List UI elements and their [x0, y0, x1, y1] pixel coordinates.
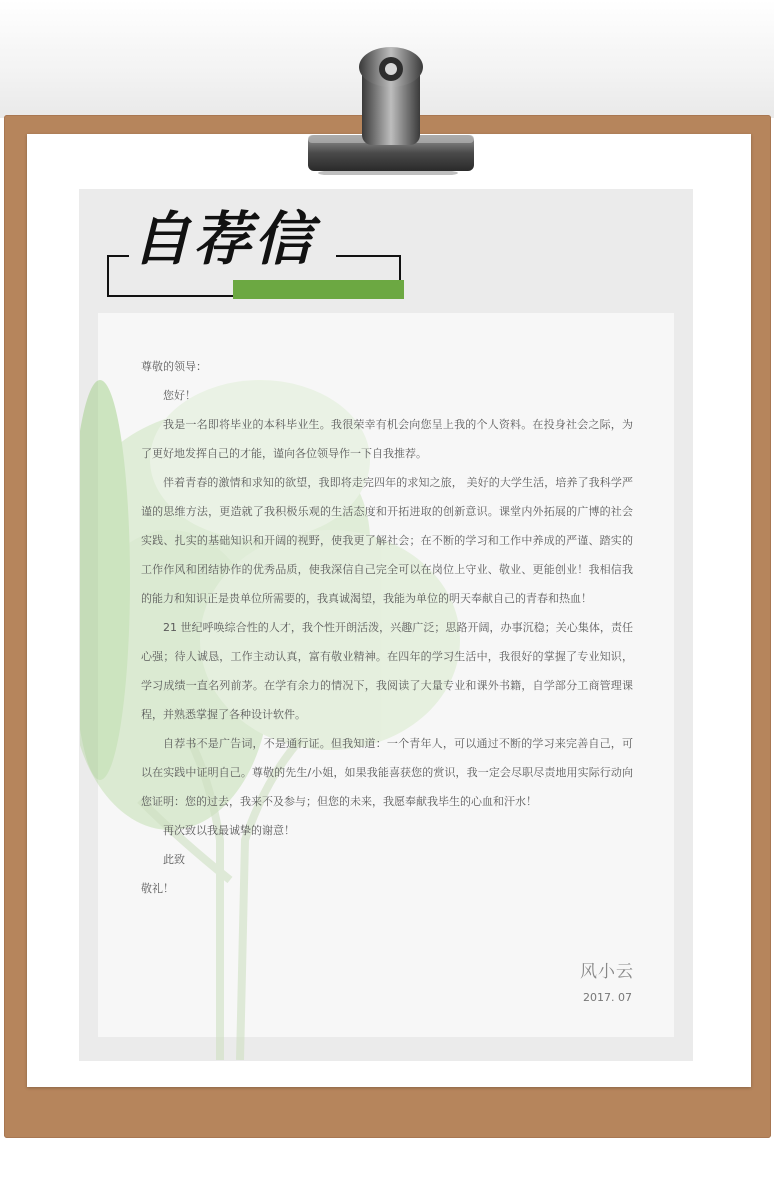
- header-rule-left-vertical: [107, 255, 109, 296]
- header-rule-right-top: [336, 255, 401, 257]
- header-accent-bar: [233, 280, 404, 299]
- signature-name: 风小云: [580, 962, 634, 982]
- greeting: 您好！: [163, 389, 196, 402]
- signature-date: 2017. 07: [583, 991, 632, 1004]
- closing-line-2: 敬礼！: [141, 882, 174, 895]
- binder-clip: [300, 25, 476, 175]
- paragraph: 伴着青春的激情和求知的欲望，我即将走完四年的求知之旅， 美好的大学生活，培养了我科学严谨的思维方法，更造就了我积极乐观的生活态度和开拓进取的创新意识。课堂内外拓展的广博的社会实践、扎实的基础知识和开阔的视野，使我更了解社会；在不断的学习和工作中养成的严谨、踏实的工作作风和团结协作的优秀品质，使我深信自己完全可以在岗位上守业、敬业、更能创业！我相信我的能力和知识正是贵单位所需要的，我真诚渴望，我能为单位的明天奉献自己的青春和热血！: [141, 476, 633, 605]
- paragraph: 自荐书不是广告词，不是通行证。但我知道：一个青年人，可以通过不断的学习来完善自己，可以在实践中证明自己。尊敬的先生/小姐，如果我能喜获您的赏识，我一定会尽职尽责地用实际行动向您证明：您的过去，我来不及参与；但您的未来，我愿奉献我毕生的心血和汗水！: [141, 737, 633, 808]
- paragraph: 21 世纪呼唤综合性的人才，我个性开朗活泼，兴趣广泛；思路开阔，办事沉稳；关心集体，责任心强；待人诚恳，工作主动认真，富有敬业精神。在四年的学习生活中，我很好的掌握了专业知识，学习成绩一直名列前茅。在学有余力的情况下，我阅读了大量专业和课外书籍，自学部分工商管理课程，并熟悉掌握了各种设计软件。: [141, 621, 633, 721]
- header-rule-left-top: [107, 255, 129, 257]
- letter-text: [141, 352, 633, 903]
- paragraph: 再次致以我最诚挚的谢意！: [163, 824, 295, 837]
- closing-line-1: 此致: [163, 853, 185, 866]
- paragraph: 我是一名即将毕业的本科毕业生。我很荣幸有机会向您呈上我的个人资料。在投身社会之际，为了更好地发挥自己的才能，谨向各位领导作一下自我推荐。: [141, 418, 633, 460]
- salutation: 尊敬的领导：: [141, 360, 207, 373]
- page-title: 自荐信: [132, 205, 316, 273]
